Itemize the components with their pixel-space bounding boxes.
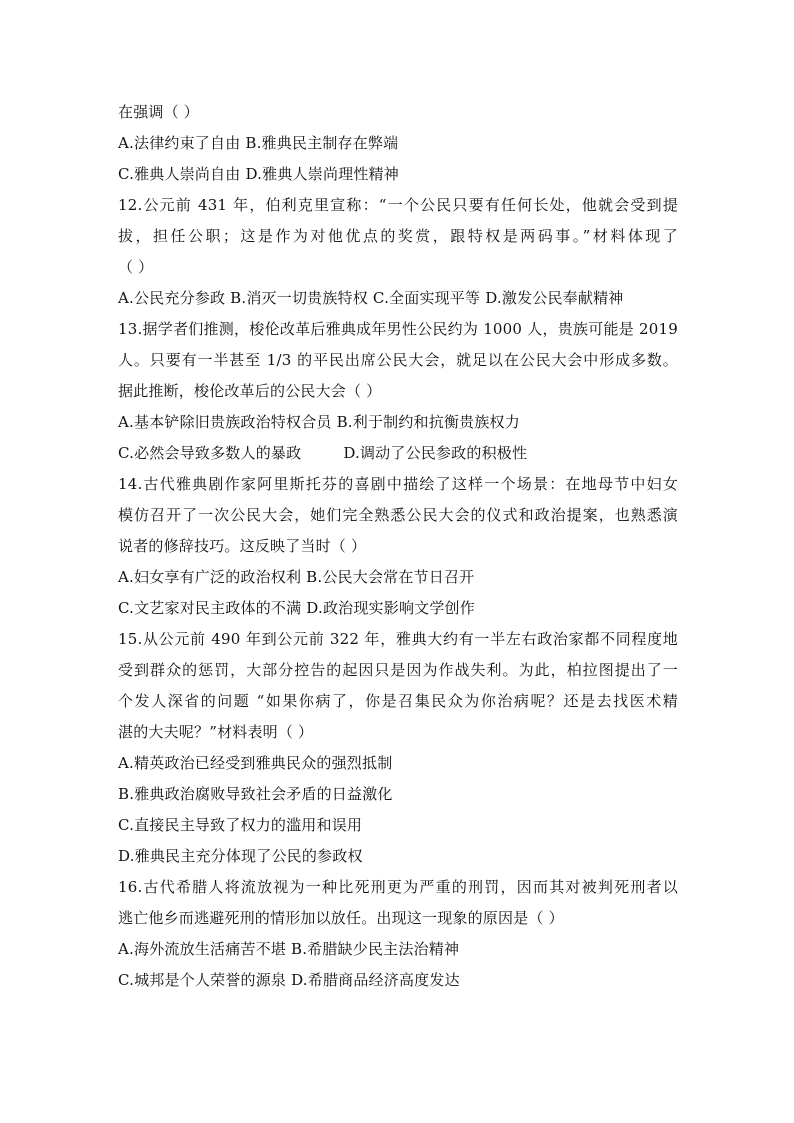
q13-stem-line-1: 13.据学者们推测，梭伦改革后雅典成年男性公民约为 1000 人，贵族可能是 2019 (118, 320, 678, 338)
q16-options-ab: A.海外流放生活痛苦不堪 B.希腊缺少民主法治精神 (118, 940, 460, 958)
q16-options-cd: C.城邦是个人荣誉的源泉 D.希腊商品经济高度发达 (118, 971, 460, 989)
q15-stem-line-2: 受到群众的惩罚，大部分控告的起因只是因为作战失利。为此，柏拉图提出了一 (118, 661, 678, 679)
q15-stem-line-1: 15.从公元前 490 年到公元前 322 年，雅典大约有一半左右政治家都不同程度地 (118, 630, 678, 648)
q12-answer-blank: （ ） (118, 258, 154, 276)
q14-stem-line-3: 说者的修辞技巧。这反映了当时（ ） (118, 537, 367, 555)
q12-options: A.公民充分参政 B.消灭一切贵族特权 C.全面实现平等 D.激发公民奉献精神 (118, 289, 624, 307)
q16-stem-line-1: 16.古代希腊人将流放视为一种比死刑更为严重的刑罚，因而其对被判死刑者以 (118, 878, 678, 896)
q15-stem-line-4: 湛的大夫呢？”材料表明（ ） (118, 723, 314, 741)
q15-option-a: A.精英政治已经受到雅典民众的强烈抵制 (118, 754, 393, 772)
q14-options-cd: C.文艺家对民主政体的不满 D.政治现实影响文学创作 (118, 599, 475, 617)
q15-option-c: C.直接民主导致了权力的滥用和误用 (118, 816, 363, 834)
q13-option-c: C.必然会导致多数人的暴政 (118, 444, 302, 462)
q12-stem-line-1: 12.公元前 431 年，伯利克里宣称：“一个公民只要有任何长处，他就会受到提 (118, 196, 678, 214)
q15-option-d: D.雅典民主充分体现了公民的参政权 (118, 847, 363, 865)
q16-stem-line-2: 逃亡他乡而逃避死刑的情形加以放任。出现这一现象的原因是（ ） (118, 909, 564, 927)
q14-stem-line-1: 14.古代雅典剧作家阿里斯托芬的喜剧中描绘了这样一个场景：在地母节中妇女 (118, 475, 678, 493)
q13-stem-line-3: 据此推断，梭伦改革后的公民大会（ ） (118, 382, 382, 400)
q14-stem-line-2: 模仿召开了一次公民大会，她们完全熟悉公民大会的仪式和政治提案，也熟悉演 (118, 506, 678, 524)
q11-options-ab: A.法律约束了自由 B.雅典民主制存在弊端 (118, 134, 399, 152)
q14-options-ab: A.妇女享有广泛的政治权利 B.公民大会常在节日召开 (118, 568, 475, 586)
q15-option-b: B.雅典政治腐败导致社会矛盾的日益激化 (118, 785, 393, 803)
q13-options-cd (118, 438, 678, 469)
q11-stem-end: 在强调（ ） (118, 103, 199, 121)
q12-stem-line-2: 拔，担任公职；这是作为对他优点的奖赏，跟特权是两码事。”材料体现了 (118, 227, 678, 245)
q13-options-ab: A.基本铲除旧贵族政治特权合员 B.利于制约和抗衡贵族权力 (118, 413, 520, 431)
q13-option-d: D.调动了公民参政的积极性 (343, 444, 528, 462)
question-text-block (118, 97, 678, 996)
q13-stem-line-2: 人。只要有一半甚至 1/3 的平民出席公民大会，就足以在公民大会中形成多数。 (118, 351, 678, 369)
q11-options-cd: C.雅典人崇尚自由 D.雅典人崇尚理性精神 (118, 165, 399, 183)
q15-stem-line-3: 个发人深省的问题 “如果你病了，你是召集民众为你治病呢？还是去找医术精 (118, 692, 678, 710)
